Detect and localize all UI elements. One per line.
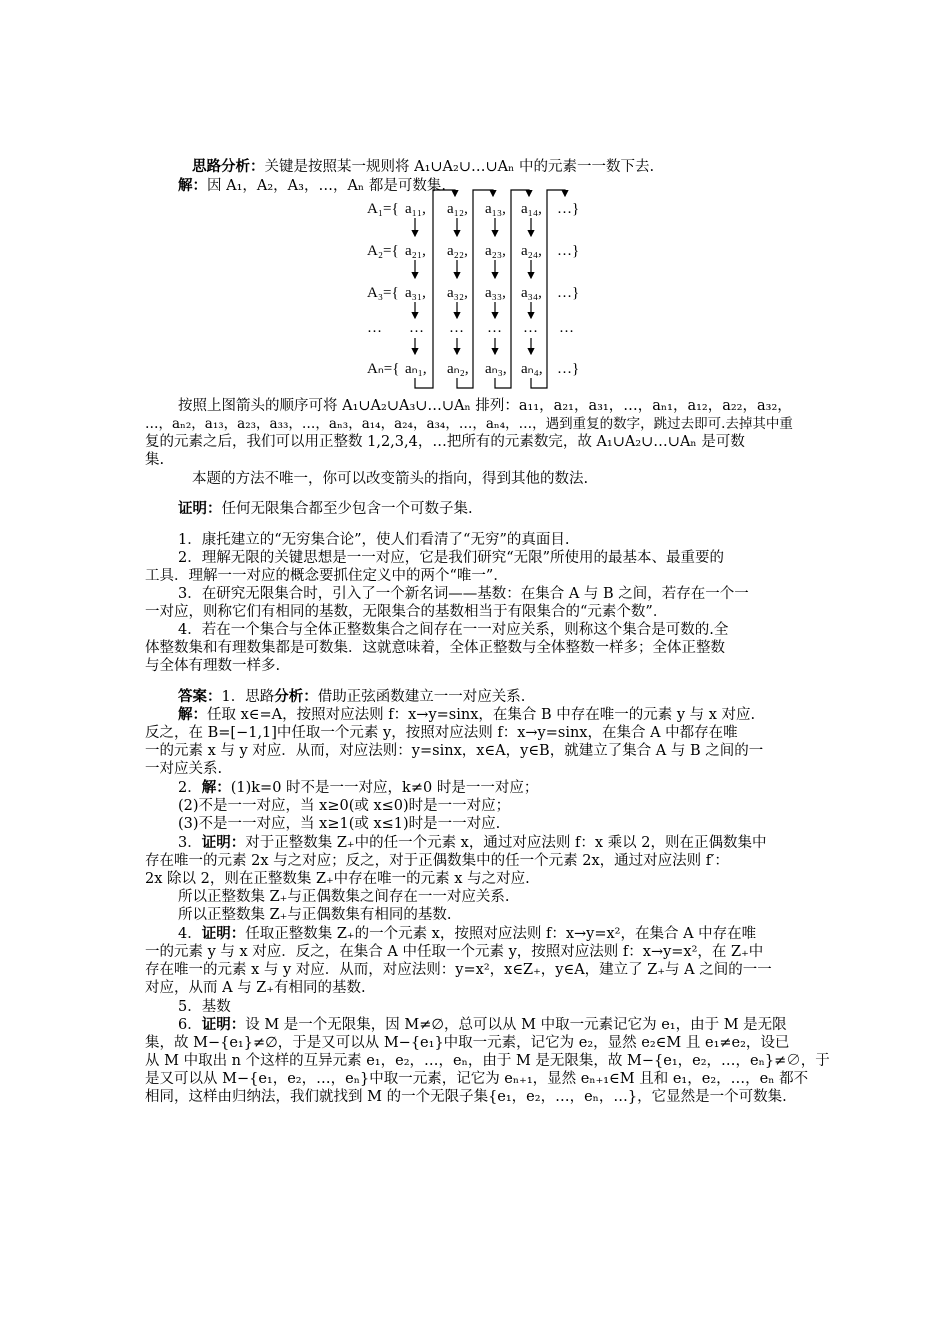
- answer-4-num: 4．: [178, 926, 202, 942]
- point-1: 1．康托建立的“无穷集合论”，使人们看清了“无穷”的真面目.: [178, 532, 570, 548]
- cell: a₂₄,: [521, 243, 542, 259]
- proof-label: 证明：: [178, 500, 222, 517]
- cell-dots: …: [409, 320, 424, 336]
- cell-end: …}: [557, 361, 580, 377]
- cell-dots: …: [449, 320, 464, 336]
- point-4-line-2: 体整数集和有理数集都是可数集．这就意味着，全体正整数与全体整数一样多；全体正整数: [145, 640, 725, 656]
- answer-2-line-2: (2)不是一一对应，当 x≥0(或 x≤0)时是一一对应；: [178, 798, 511, 814]
- point-3-line-2: 一对应，则称它们有相同的基数，无限集合的基数相当于有限集合的“元素个数”．: [145, 604, 668, 620]
- answer-3-label: 证明：: [201, 834, 246, 851]
- answer-intro: 1．思路: [221, 689, 275, 705]
- cell: a₁₃,: [485, 201, 506, 217]
- answer-4-line-4: 对应，从而 A 与 Z₊有相同的基数.: [145, 980, 366, 996]
- set-enumeration-diagram: [365, 188, 595, 393]
- cell: aₙ₃,: [485, 361, 507, 377]
- answer-3-line-5: 所以正整数集 Z₊与正偶数集有相同的基数.: [178, 907, 452, 923]
- point-2-line-2: 工具．理解一一对应的概念要抓住定义中的两个“唯一”．: [145, 568, 508, 584]
- cell: a₁₂,: [447, 201, 468, 217]
- enum-line-1: 按照上图箭头的顺序可将 A₁∪A₂∪A₃∪…∪Aₙ 排列：a₁₁，a₂₁，a₃₁，…，aₙ₁，a₁₂，a₂₂，a₃₂，: [178, 398, 792, 414]
- solution-text: 因 A₁，A₂，A₃，…，Aₙ 都是可数集.: [207, 178, 446, 194]
- answer-6-text: 设 M 是一个无限集，因 M≠∅，总可以从 M 中取一元素记它为 e₁，由于 M 是无限: [245, 1017, 787, 1033]
- enum-line-4: 集.: [145, 452, 165, 468]
- cell: a₁₄,: [521, 201, 542, 217]
- answer-6-line-5: 相同，这样由归纳法，我们就找到 M 的一个无限子集{e₁，e₂，…，eₙ，…}，它显然是一个可数集.: [145, 1089, 787, 1105]
- row-label: A₃={: [367, 285, 399, 301]
- answer-1-line-2: 反之，在 B=[−1,1]中任取一个元素 y，按照对应法则 f：x→y=sinx，在集合 A 中都存在唯: [145, 725, 738, 741]
- answer-3-line-2: 存在唯一的元素 2x 与之对应；反之，对于正偶数集中的任一个元素 2x，通过对应法则 f′：: [145, 853, 729, 869]
- proof-text: 任何无限集合都至少包含一个可数子集.: [221, 501, 473, 517]
- analysis-label: 思路分析：: [192, 158, 265, 175]
- cell-end: …}: [557, 243, 580, 259]
- solution-label: 解：: [178, 177, 207, 194]
- point-4-line-1: 4．若在一个集合与全体正整数集合之间存在一一对应关系，则称这个集合是可数的.全: [178, 622, 729, 638]
- answer-analysis-text: 借助正弦函数建立一一对应关系.: [317, 689, 526, 705]
- answer-2-line-1: [178, 779, 538, 797]
- answer-5: 5．基数: [178, 999, 231, 1015]
- answer-2-line-3: (3)不是一一对应，当 x≥1(或 x≤1)时是一一对应.: [178, 816, 501, 832]
- answer-6-line-2: 集，故 M−{e₁}≠∅，于是又可以从 M−{e₁}中取一元素，记它为 e₂，显然 e₂∈M 且 e₁≠e₂，设已: [145, 1035, 790, 1051]
- row-dots: …: [367, 320, 382, 336]
- answer-1-line-1: [178, 706, 755, 724]
- cell: a₁₁,: [405, 201, 426, 217]
- enum-line-3: 复的元素之后，我们可以用正整数 1,2,3,4，…把所有的元素数完，故 A₁∪A₂∪…∪Aₙ 是可数: [145, 434, 745, 450]
- point-4-line-3: 与全体有理数一样多.: [145, 658, 281, 674]
- answer-1-line-4: 一对应关系.: [145, 761, 223, 777]
- cell: a₂₂,: [447, 243, 468, 259]
- cell: aₙ₄,: [521, 361, 543, 377]
- answer-4-line-2: 一的元素 y 与 x 对应．反之，在集合 A 中任取一个元素 y，按照对应法则 f：x→y=x²，在 Z₊中: [145, 944, 764, 960]
- answer-label: 答案：: [178, 688, 222, 705]
- answer-6-num: 6．: [178, 1017, 202, 1033]
- cell: aₙ₂,: [447, 361, 469, 377]
- answer-6-line-4: 是又可以从 M−{e₁，e₂，…，eₙ}中取一元素，记它为 eₙ₊₁，显然 eₙ₊₁∈M 且和 e₁，e₂，…，eₙ 都不: [145, 1071, 809, 1087]
- answer-analysis-label: 分析：: [274, 688, 318, 705]
- analysis-text: 关键是按照某一规则将 A₁∪A₂∪…∪Aₙ 中的元素一一数下去.: [264, 159, 655, 175]
- cell-end: …}: [557, 285, 580, 301]
- cell: a₂₃,: [485, 243, 506, 259]
- row-label: Aₙ={: [367, 361, 400, 377]
- cell: a₃₂,: [447, 285, 468, 301]
- answer-6-line-1: [178, 1016, 787, 1034]
- answer-3-line-3: 2x 除以 2，则在正整数集 Z₊中存在唯一的元素 x 与之对应.: [145, 871, 530, 887]
- point-3-line-1: 3．在研究无限集合时，引入了一个新名词——基数：在集合 A 与 B 之间，若存在一个一: [178, 586, 749, 602]
- answer-2-text: (1)k=0 时不是一一对应，k≠0 时是一一对应；: [230, 780, 539, 796]
- cell-end: …}: [557, 201, 580, 217]
- row-label: A₁={: [367, 201, 399, 217]
- proof-line: [178, 500, 473, 518]
- answer-1-line-3: 一的元素 x 与 y 对应．从而，对应法则：y=sinx，x∈A，y∈B，就建立了集合 A 与 B 之间的一: [145, 743, 764, 759]
- answer-6-line-3: 从 M 中取出 n 个这样的互异元素 e₁，e₂，…，eₙ，由于 M 是无限集，故 M−{e₁，e₂，…，eₙ}≠∅，于: [145, 1053, 830, 1069]
- analysis-line: [192, 158, 654, 176]
- method-note: 本题的方法不唯一，你可以改变箭头的指向，得到其他的数法.: [192, 471, 589, 487]
- cell: a₃₃,: [485, 285, 506, 301]
- answer-3-num: 3．: [178, 835, 202, 851]
- point-2-line-1: 2．理解无限的关键思想是一一对应，它是我们研究“无限”所使用的最基本、最重要的: [178, 550, 725, 566]
- cell: a₃₁,: [405, 285, 426, 301]
- answer-4-line-3: 存在唯一的元素 x 与 y 对应．从而，对应法则：y=x²，x∈Z₊，y∈A，建立了 Z₊与 A 之间的一一: [145, 962, 772, 978]
- answer-1-solution-label: 解：: [178, 706, 207, 723]
- cell-dots: …: [523, 320, 538, 336]
- answer-2-num: 2．: [178, 780, 202, 796]
- enum-line-2: …，aₙ₂，a₁₃，a₂₃，a₃₃，…，aₙ₃，a₁₄，a₂₄，a₃₄，…，aₙ₄，…，遇到重复的数字，跳过去即可.去掉其中重: [145, 416, 793, 432]
- cell: a₃₄,: [521, 285, 542, 301]
- answer-4-line-1: [178, 925, 756, 943]
- cell: aₙ₁,: [405, 361, 427, 377]
- cell-dots: …: [487, 320, 502, 336]
- cell-dots: …: [559, 320, 574, 336]
- answer-3-line-4: 所以正整数集 Z₊与正偶数集之间存在一一对应关系.: [178, 889, 510, 905]
- answer-header: [178, 688, 525, 706]
- cell: a₂₁,: [405, 243, 426, 259]
- answer-4-text: 任取正整数集 Z₊的一个元素 x，按照对应法则 f：x→y=x²，在集合 A 中存在唯: [245, 926, 757, 942]
- answer-3-text: 对于正整数集 Z₊中的任一个元素 x，通过对应法则 f：x 乘以 2，则在正偶数集中: [245, 835, 767, 851]
- answer-3-line-1: [178, 834, 766, 852]
- answer-1-text: 任取 x∈=A，按照对应法则 f：x→y=sinx，在集合 B 中存在唯一的元素 y 与 x 对应.: [207, 707, 756, 723]
- answer-2-label: 解：: [201, 779, 231, 796]
- row-label: A₂={: [367, 243, 399, 259]
- answer-6-label: 证明：: [201, 1016, 246, 1033]
- answer-4-label: 证明：: [201, 925, 246, 942]
